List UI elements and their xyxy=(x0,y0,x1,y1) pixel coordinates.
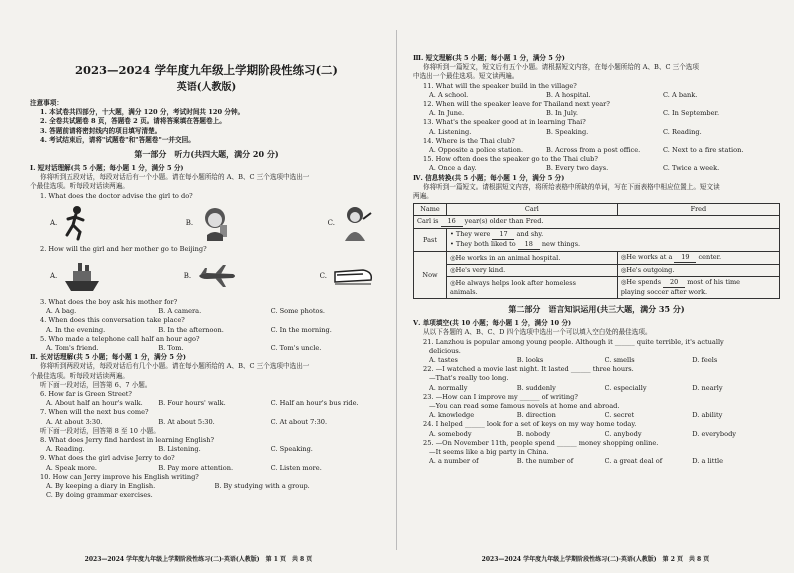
question-23: 23. —How can I improve my ______ of writing? xyxy=(423,392,578,401)
past-line-1 xyxy=(450,230,776,240)
question-25-cont: —It seems like a big party in China. xyxy=(429,448,549,457)
section1-title: Ⅰ. 短对话理解(共 5 小题；每小题 1 分，满分 5 分) xyxy=(30,164,184,173)
question-11-options xyxy=(413,91,780,100)
part1-title: 第一部分 听力(共四大题，满分 20 分) xyxy=(134,149,279,160)
question-10-options xyxy=(30,482,383,491)
section1-instruction: 个最佳选项。听每段对话读两遍。 xyxy=(30,182,129,191)
blank-16[interactable]: 16 xyxy=(441,217,463,227)
option-c: C. a great deal of xyxy=(604,457,663,466)
running-person-icon xyxy=(63,205,89,241)
option-a: A. Once a day. xyxy=(429,164,477,173)
option-c: C. At about 7:30. xyxy=(270,417,328,426)
table-row xyxy=(414,229,780,252)
section4-title: Ⅳ. 信息转换(共 5 小题；每小题 1 分，满分 5 分) xyxy=(413,173,565,182)
page-2-footer: 2023—2024 学年度九年级上学期阶段性练习(二)·英语(人教版) 第 2 页 共 8 页 xyxy=(481,556,710,563)
option-b: B. In July. xyxy=(546,109,578,118)
option-a: A. Listening. xyxy=(429,127,472,136)
question-2: 2. How will the girl and her mother go to Beijing? xyxy=(40,244,207,253)
option-c: C. Twice a week. xyxy=(663,164,720,173)
option-c: C. Listen more. xyxy=(270,463,322,472)
past-label: Past xyxy=(414,229,447,252)
past-cell xyxy=(447,229,780,252)
airplane-icon xyxy=(197,263,237,289)
option-a: A. xyxy=(50,205,89,241)
question-1: 1. What does the doctor advise the girl to do? xyxy=(40,191,193,200)
option-a: A. a number of xyxy=(429,457,479,466)
part2-title: 第二部分 语言知识运用(共三大题，满分 35 分) xyxy=(508,304,685,315)
option-b: B. nobody xyxy=(516,429,551,438)
option-b: B. xyxy=(186,205,231,241)
question-12-options xyxy=(413,109,780,118)
option-b: B. Across from a post office. xyxy=(546,146,641,155)
question-5-options xyxy=(30,344,383,353)
option-b: B. A hospital. xyxy=(546,90,591,99)
question-4: 4. When does this conversation take place? xyxy=(40,316,185,325)
question-21-cont: delicious. xyxy=(429,346,461,355)
option-b: B. Pay more attention. xyxy=(158,463,234,472)
question-1-pictures xyxy=(30,201,383,245)
section5-instruction: 从以下各题的 A、B、C、D 四个选项中选出一个可以填入空白处的最佳选项。 xyxy=(423,328,652,337)
row-text: Carl is xyxy=(417,217,439,226)
header-carl: Carl xyxy=(447,204,618,216)
blank-19[interactable]: 19 xyxy=(674,253,696,263)
carl-now-3 xyxy=(447,277,618,299)
section5-title: Ⅴ. 单项填空(共 10 小题；每小题 1 分，满分 10 分) xyxy=(413,319,572,328)
question-8: 8. What does Jerry find hardest in learning English? xyxy=(40,436,215,445)
note-item: 3. 答题前请将密封线内的项目填写清楚。 xyxy=(40,126,162,135)
note-item: 2. 全卷共试题卷 8 页，答题卷 2 页。请将答案填在答题卷上。 xyxy=(40,117,226,126)
option-c: C. Half an hour's bus ride. xyxy=(270,399,359,408)
option-c: C. secret xyxy=(604,411,635,420)
info-table xyxy=(413,203,780,299)
option-b: B. Every two days. xyxy=(546,164,609,173)
row-text: and shy. xyxy=(516,230,544,239)
blank-20[interactable]: 20 xyxy=(663,278,685,288)
fred-now-3 xyxy=(617,277,779,299)
question-8-options xyxy=(30,445,383,454)
option-c: C. xyxy=(328,205,373,241)
past-line-2 xyxy=(450,240,776,250)
note-item: 1. 本试卷共四部分，十大题，满分 120 分，考试时间共 120 分钟。 xyxy=(40,108,245,117)
table-row xyxy=(414,277,780,299)
question-2-pictures xyxy=(30,254,383,298)
exam-title: 2023—2024 学年度九年级上学期阶段性练习(二) xyxy=(75,63,338,77)
option-a: A. Speak more. xyxy=(46,463,97,472)
table-row xyxy=(414,265,780,277)
option-c: C. In the morning. xyxy=(270,325,332,334)
now-label: Now xyxy=(414,252,447,299)
question-24-options xyxy=(413,430,780,439)
row-text: animals. xyxy=(450,287,478,296)
question-9: 9. What does the girl advise Jerry to do? xyxy=(40,454,175,463)
row-text: ◎He always helps look after homeless xyxy=(450,278,576,287)
row-text: • They both liked to xyxy=(450,240,516,249)
option-c: C. xyxy=(320,264,373,288)
question-22-options xyxy=(413,384,780,393)
header-name: Name xyxy=(414,204,447,216)
section4-instruction: 你将听到一篇短文。请根据短文内容，将所给表格中所缺的单词，写在下面表格中相应位置上。短文读 xyxy=(423,182,720,191)
table-row xyxy=(414,252,780,265)
section3-instruction: 中选出一个最佳选项。短文读两遍。 xyxy=(413,72,519,81)
option-b: B. Speaking. xyxy=(546,127,589,136)
question-6: 6. How far is Green Street? xyxy=(40,390,132,399)
option-a: A. Opposite a police station. xyxy=(429,146,524,155)
row-text: ◎He works at a xyxy=(620,253,673,262)
row-text: center. xyxy=(698,253,722,262)
option-b: B. At about 5:30. xyxy=(158,417,215,426)
carl-now-2: ◎He's very kind. xyxy=(447,265,618,277)
row-text: • They were xyxy=(450,230,491,239)
question-5: 5. Who made a telephone call half an hour ago? xyxy=(40,334,200,343)
option-c: C. In September. xyxy=(663,109,720,118)
carl-now-1: ◎He works in an animal hospital. xyxy=(447,252,618,265)
option-c: C. Reading. xyxy=(663,127,702,136)
option-a: A. tastes xyxy=(429,356,458,365)
option-b: B. By studying with a group. xyxy=(214,482,310,491)
option-b: B. looks xyxy=(516,356,544,365)
question-15-options xyxy=(413,164,780,173)
option-b: B. direction xyxy=(516,411,556,420)
option-a: A. Reading. xyxy=(46,445,85,454)
section3-instruction: 你将听到一篇短文，短文后有五个小题。请根据短文内容，在每小题所给的 A、B、C 三个选项 xyxy=(423,63,699,72)
question-7-options xyxy=(30,418,383,427)
option-b: B. Listening. xyxy=(158,445,201,454)
section1-instruction: 你将听到五段对话，每段对话后有一个小题。请在每小题所给的 A、B、C 三个选项中选出一 xyxy=(40,173,310,182)
row-text: playing soccer after work. xyxy=(620,288,708,297)
question-21: 21. Lanzhou is popular among young people. Although it ______ quite terrible, it's actually xyxy=(423,337,724,346)
option-a: A. By keeping a diary in English. xyxy=(46,482,156,491)
section4-instruction: 两遍。 xyxy=(413,192,433,201)
header-fred: Fred xyxy=(617,204,779,216)
table-row xyxy=(414,216,780,229)
question-14: 14. Where is the Thai club? xyxy=(423,136,515,145)
question-22-cont: —That's really too long. xyxy=(429,374,509,383)
option-b: B. xyxy=(184,263,237,289)
question-25-options xyxy=(413,457,780,466)
option-a: A. somebody xyxy=(429,429,472,438)
option-d: D. a little xyxy=(692,457,724,466)
option-b: B. A camera. xyxy=(158,307,202,316)
question-11: 11. What will the speaker build in the village? xyxy=(423,81,577,90)
table-header-row xyxy=(414,204,780,216)
question-12: 12. When will the speaker leave for Thailand next year? xyxy=(423,100,610,109)
question-21-options xyxy=(413,356,780,365)
row-text: year(s) older than Fred. xyxy=(464,217,544,226)
eating-person-icon xyxy=(341,205,373,241)
question-7: 7. When will the next bus come? xyxy=(40,408,149,417)
question-3-options xyxy=(30,307,383,316)
section2-instruction: 你将听到两段对话，每段对话后有几个小题。请在每小题所给的 A、B、C 三个选项中选出一 xyxy=(40,362,310,371)
question-22: 22. —I watched a movie last night. It lasted ______ three hours. xyxy=(423,365,634,374)
option-b: B. suddenly xyxy=(516,383,556,392)
option-a: A. knowledge xyxy=(429,411,475,420)
option-d: D. ability xyxy=(692,411,723,420)
option-c: C. Next to a fire station. xyxy=(663,146,744,155)
question-10: 10. How can Jerry improve his English writing? xyxy=(40,472,199,481)
row-text: new things. xyxy=(541,240,581,249)
group-1-instruction: 听下面一段对话，回答第 6、7 小题。 xyxy=(40,380,152,389)
option-a: A. Tom's friend. xyxy=(46,344,99,353)
option-c: C. especially xyxy=(604,383,647,392)
page-2 xyxy=(397,0,794,573)
option-c: C. anybody xyxy=(604,429,642,438)
group-2-instruction: 听下面一段对话，回答第 8 至 10 小题。 xyxy=(40,426,160,435)
question-9-options xyxy=(30,464,383,473)
option-a: A. In June. xyxy=(429,109,465,118)
ship-icon xyxy=(63,259,101,293)
option-c: C. By doing grammar exercises. xyxy=(46,491,153,500)
option-c: C. Some photos. xyxy=(270,307,325,316)
train-icon xyxy=(333,264,373,288)
option-d: D. everybody xyxy=(692,429,737,438)
option-c: C. Speaking. xyxy=(270,445,313,454)
option-c: C. Tom's uncle. xyxy=(270,344,322,353)
question-15: 15. How often does the speaker go to the Thai club? xyxy=(423,155,598,164)
blank-17[interactable]: 17 xyxy=(492,230,514,240)
row-text: ◎He spends xyxy=(620,278,662,287)
question-23-options xyxy=(413,411,780,420)
option-c: C. A bank. xyxy=(663,90,698,99)
option-a: A. About half an hour's walk. xyxy=(46,399,143,408)
question-3: 3. What does the boy ask his mother for? xyxy=(40,298,178,307)
question-24: 24. I helped ______ look for a set of keys on my way home today. xyxy=(423,420,637,429)
question-14-options xyxy=(413,146,780,155)
option-b: B. In the afternoon. xyxy=(158,325,224,334)
question-4-options xyxy=(30,326,383,335)
option-b: B. the number of xyxy=(516,457,574,466)
option-a: A. At about 3:30. xyxy=(46,417,103,426)
option-d: D. feels xyxy=(692,356,718,365)
notes-heading: 注意事项： xyxy=(30,99,63,107)
page-1-footer: 2023—2024 学年度九年级上学期阶段性练习(二)·英语(人教版) 第 1 页 共 8 页 xyxy=(84,556,313,563)
blank-18[interactable]: 18 xyxy=(518,240,540,250)
section3-title: Ⅲ. 短文理解(共 5 小题；每小题 1 分，满分 5 分) xyxy=(413,54,565,62)
question-13: 13. What's the speaker good at in learning Thai? xyxy=(423,118,586,127)
exam-subject: 英语(人教版) xyxy=(176,82,237,93)
option-a: A. A school. xyxy=(429,90,469,99)
option-a: A. normally xyxy=(429,383,468,392)
option-c: C. smells xyxy=(604,356,635,365)
question-6-options xyxy=(30,399,383,408)
question-23-cont: —You can read some famous novels at home and abroad. xyxy=(429,402,620,411)
option-b: B. Tom. xyxy=(158,344,184,353)
girl-with-drink-icon xyxy=(199,205,231,241)
section2-instruction: 个最佳选项。听每段对话读两遍。 xyxy=(30,371,129,380)
option-a: A. A bag. xyxy=(46,307,77,316)
option-a: A. xyxy=(50,259,101,293)
note-item: 4. 考试结束后，请将"试题卷"和"答题卷"一并交回。 xyxy=(40,135,195,144)
option-b: B. Four hours' walk. xyxy=(158,399,226,408)
option-d: D. nearly xyxy=(692,383,723,392)
fred-now-2: ◎He's outgoing. xyxy=(617,265,779,277)
option-a: A. In the evening. xyxy=(46,325,106,334)
question-13-options xyxy=(413,128,780,137)
age-row xyxy=(414,216,780,229)
fred-now-1 xyxy=(617,252,779,265)
section2-title: Ⅱ. 长对话理解(共 5 小题；每小题 1 分，满分 5 分) xyxy=(30,353,187,362)
question-25: 25. —On November 11th, people spend ______ money shopping online. xyxy=(423,438,659,447)
row-text: most of his time xyxy=(687,278,741,287)
